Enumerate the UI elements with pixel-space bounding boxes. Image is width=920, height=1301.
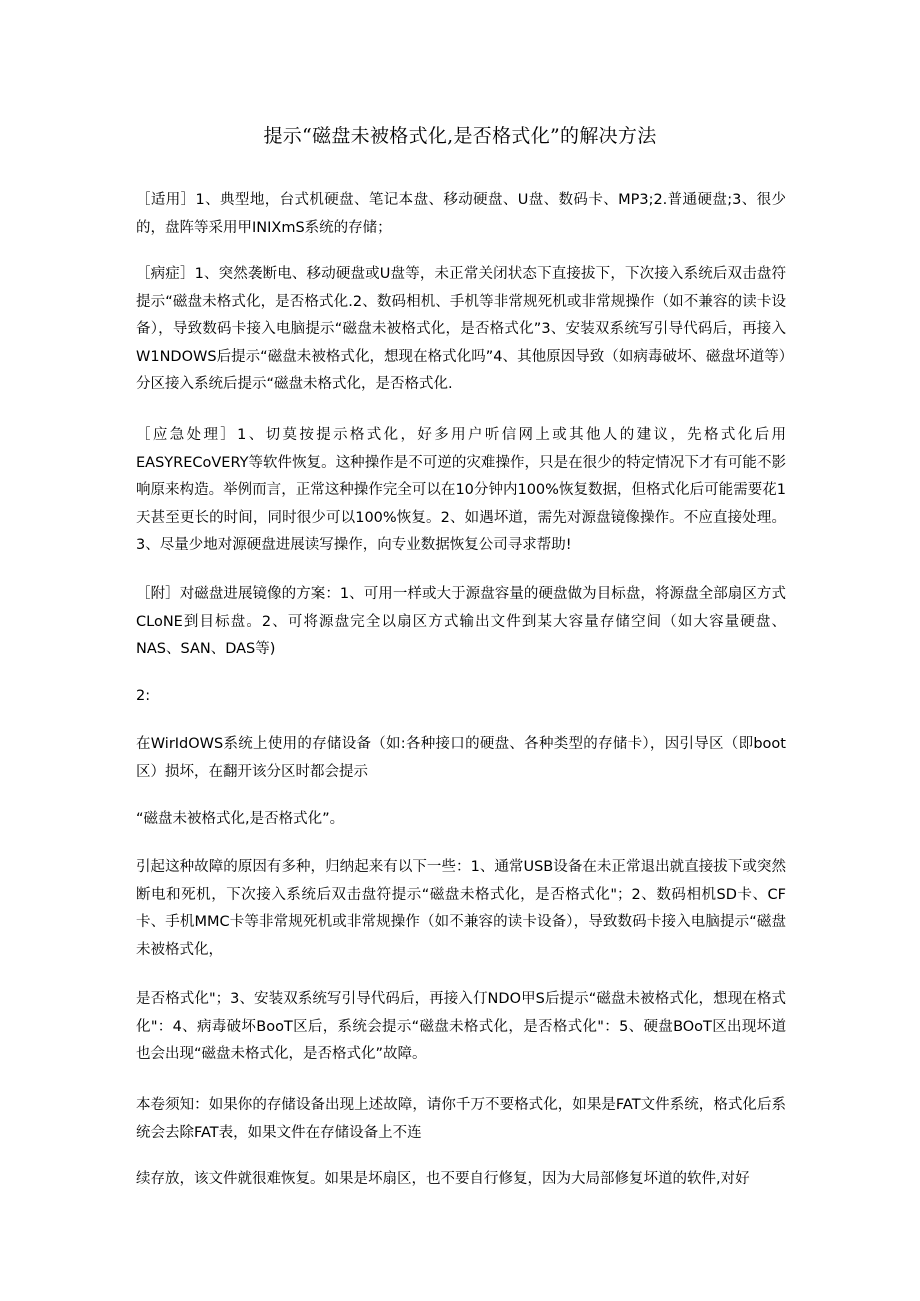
paragraph-notice: 本卷须知：如果你的存储设备出现上述故障，请你千万不要格式化，如果是FAT文件系统，格式化后系统会去除FAT表，如果文件在存储设备上不连 <box>136 1097 786 1141</box>
document-title: 提示“磁盘未被格式化,是否格式化”的解决方法 <box>263 125 657 147</box>
paragraph-symptoms: ［病症］1、突然袭断电、移动硬盘或U盘等，未正常关闭状态下直接拔下，下次接入系统后双击盘符提示“磁盘未格式化，是否格式化.2、数码相机、手机等非常规死机或非常规操作（如不兼容的读卡设备），导致数码卡接入电脑提示“磁盘未被格式化，是否格式化”3、安装双系统写引导代码后，再接入W1NDOWS后提示“磁盘未被格式化，想现在格式化吗”4、其他原因导致（如病毒破坏、磁盘坏道等）分区接入系统后提示“磁盘未格式化，是否格式化. <box>136 266 786 392</box>
paragraph-emergency: ［应急处理］1、切莫按提示格式化，好多用户听信网上或其他人的建议，先格式化后用EASYRECoVERY等软件恢复。这种操作是不可逆的灾难操作，只是在很少的特定情况下才有可能不影响原来构造。举例而言，正常这种操作完全可以在10分钟内100%恢复数据，但格式化后可能需要花1天甚至更长的时间，同时很少可以100%恢复。2、如遇坏道，需先对源盘镜像操作。不应直接处理。3、尽量少地对源硬盘进展读写操作，向专业数据恢复公司寻求帮助! <box>136 427 786 553</box>
paragraph-intro: 在WirIdOWS系统上使用的存储设备（如:各种接口的硬盘、各种类型的存储卡），因引导区（即boot区）损坏，在翻开该分区时都会提示 <box>136 736 786 780</box>
paragraph-section-number: 2: <box>136 688 151 704</box>
paragraph-quote: “磁盘未被格式化,是否格式化”。 <box>136 811 345 827</box>
paragraph-causes: 引起这种故障的原因有多种，归纳起来有以下一些：1、通常USB设备在未正常退出就直接拔下或突然断电和死机，下次接入系统后双击盘符提示“磁盘未格式化，是否格式化"；2、数码相机SD卡、CF卡、手机MMC卡等非常规死机或非常规操作（如不兼容的读卡设备），导致数码卡接入电脑提示“磁盘未被格式化， <box>136 859 786 958</box>
paragraph-applicable: ［适用］1、典型地，台式机硬盘、笔记本盘、移动硬盘、U盘、数码卡、MP3;2.普通硬盘;3、很少的，盘阵等采用甲INIXmS系统的存储； <box>136 192 786 236</box>
paragraph-causes-cont: 是否格式化"；3、安装双系统写引导代码后，再接入仃NDO甲S后提示“磁盘未被格式化，想现在格式化"：4、病毒破坏BooT区后，系统会提示“磁盘未格式化，是否格式化"：5、硬盘BOoT区出现坏道也会出现“磁盘未格式化，是否格式化”故障。 <box>136 991 786 1062</box>
paragraph-appendix: ［附］对磁盘进展镜像的方案：1、可用一样或大于源盘容量的硬盘做为目标盘，将源盘全部扇区方式CLoNE到目标盘。2、可将源盘完全以扇区方式输出文件到某大容量存储空间（如大容量硬盘、NAS、SAN、DAS等) <box>136 586 786 657</box>
paragraph-notice-cont: 续存放，该文件就很难恢复。如果是坏扇区，也不要自行修复，因为大局部修复坏道的软件,对好 <box>136 1171 750 1187</box>
